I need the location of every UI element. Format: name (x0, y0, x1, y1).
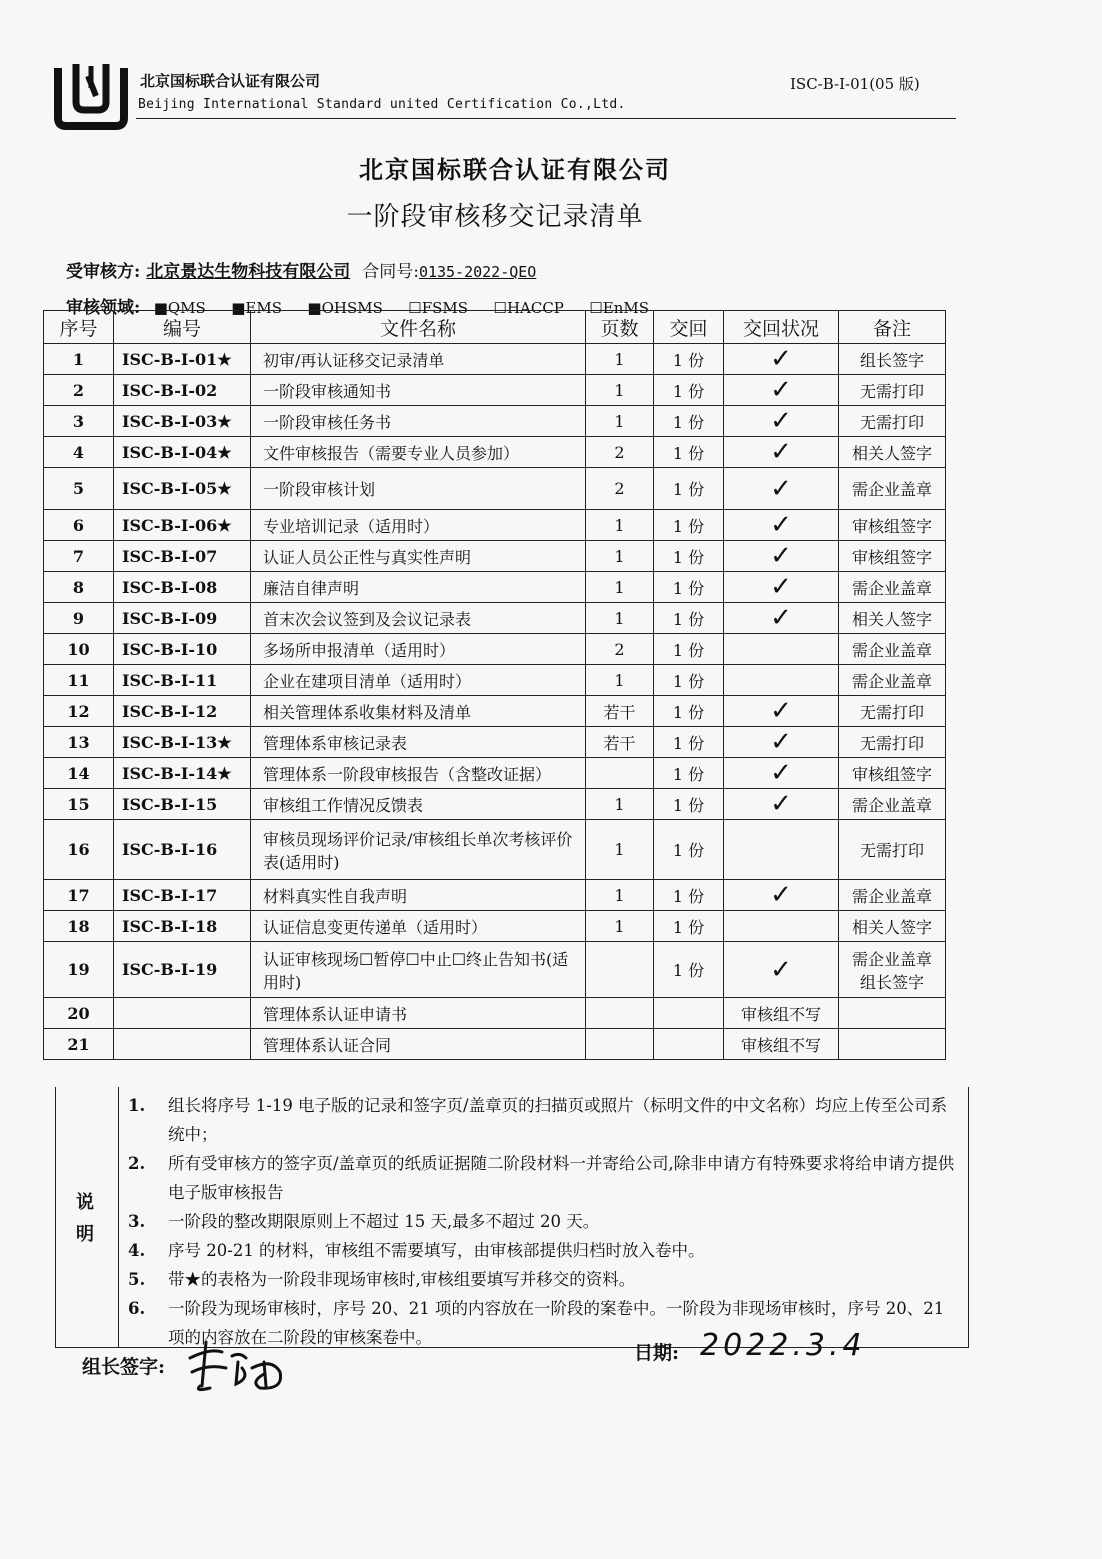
row-file-name: 审核员现场评价记录/审核组长单次考核评价表(适用时) (251, 820, 586, 880)
note-text: 一阶段的整改期限原则上不超过 15 天,最多不超过 20 天。 (168, 1212, 600, 1231)
note-text: 带★的表格为一阶段非现场审核时,审核组要填写并移交的资料。 (168, 1270, 636, 1289)
row-pages (586, 998, 654, 1029)
row-file-name: 廉洁自律声明 (251, 572, 586, 603)
row-pages (586, 758, 654, 789)
row-copies: 1 份 (654, 572, 724, 603)
row-pages: 2 (586, 468, 654, 510)
row-pages: 1 (586, 541, 654, 572)
row-status: 审核组不写 (724, 998, 839, 1029)
table-row (44, 510, 946, 541)
auditee-value: 北京景达生物科技有限公司 (146, 262, 351, 282)
date-value: 2022.3.4 (700, 1328, 866, 1363)
row-file-name: 管理体系审核记录表 (251, 727, 586, 758)
row-number: 13 (44, 727, 114, 758)
row-status (724, 634, 839, 665)
row-note: 无需打印 (839, 406, 946, 437)
row-code: ISC-B-I-15 (114, 789, 251, 820)
table-row (44, 998, 946, 1029)
document-subtitle: 一阶段审核移交记录清单 (346, 202, 644, 232)
row-file-name: 文件审核报告（需要专业人员参加） (251, 437, 586, 468)
row-note: 无需打印 (839, 727, 946, 758)
row-number: 2 (44, 375, 114, 406)
field-option: ■OHSMS (307, 299, 383, 317)
row-code: ISC-B-I-13★ (114, 727, 251, 758)
handwritten-signature (180, 1338, 300, 1398)
row-status: ✓ (724, 468, 839, 510)
row-number: 10 (44, 634, 114, 665)
row-code (114, 998, 251, 1029)
notes-box (55, 1087, 969, 1348)
row-copies: 1 份 (654, 603, 724, 634)
row-copies: 1 份 (654, 437, 724, 468)
note-item (128, 1207, 958, 1236)
table-row (44, 911, 946, 942)
row-note: 需企业盖章 (839, 880, 946, 911)
row-pages: 1 (586, 572, 654, 603)
company-name-en: Beijing International Standard united Certification Co.,Ltd. (138, 97, 626, 112)
row-pages: 1 (586, 344, 654, 375)
row-number: 20 (44, 998, 114, 1029)
table-row (44, 603, 946, 634)
table-row (44, 758, 946, 789)
row-copies: 1 份 (654, 541, 724, 572)
row-note: 审核组签字 (839, 510, 946, 541)
row-note: 需企业盖章 (839, 634, 946, 665)
row-copies: 1 份 (654, 911, 724, 942)
row-file-name: 认证人员公正性与真实性声明 (251, 541, 586, 572)
col-header-pages: 页数 (586, 311, 654, 344)
row-note: 无需打印 (839, 820, 946, 880)
col-header-status: 交回状况 (724, 311, 839, 344)
row-code: ISC-B-I-19 (114, 942, 251, 998)
row-pages: 1 (586, 665, 654, 696)
note-item (128, 1091, 958, 1149)
row-copies: 1 份 (654, 696, 724, 727)
note-number: 5. (128, 1270, 146, 1289)
row-number: 12 (44, 696, 114, 727)
row-pages (586, 942, 654, 998)
notes-list (128, 1091, 958, 1352)
field-option: ☐EnMS (589, 299, 650, 317)
row-status: ✓ (724, 696, 839, 727)
row-file-name: 专业培训记录（适用时） (251, 510, 586, 541)
table-row (44, 375, 946, 406)
row-code: ISC-B-I-10 (114, 634, 251, 665)
row-status: ✓ (724, 758, 839, 789)
row-number: 16 (44, 820, 114, 880)
table-row (44, 572, 946, 603)
header-rule (136, 118, 956, 119)
note-number: 4. (128, 1241, 146, 1260)
table-row (44, 820, 946, 880)
table-row (44, 344, 946, 375)
row-copies: 1 份 (654, 468, 724, 510)
row-pages: 2 (586, 437, 654, 468)
row-pages: 1 (586, 911, 654, 942)
date-label: 日期: (634, 1342, 680, 1364)
row-code: ISC-B-I-16 (114, 820, 251, 880)
row-file-name: 一阶段审核计划 (251, 468, 586, 510)
field-option: ☐FSMS (408, 299, 469, 317)
row-status: 审核组不写 (724, 1029, 839, 1060)
row-number: 1 (44, 344, 114, 375)
row-note: 审核组签字 (839, 758, 946, 789)
company-logo (52, 58, 130, 130)
col-header-note: 备注 (839, 311, 946, 344)
row-number: 3 (44, 406, 114, 437)
col-header-code: 编号 (114, 311, 251, 344)
leader-sign-label: 组长签字: (82, 1356, 166, 1378)
table-row (44, 1029, 946, 1060)
notes-label-cell (56, 1087, 119, 1347)
col-header-name: 文件名称 (251, 311, 586, 344)
row-file-name: 认证信息变更传递单（适用时） (251, 911, 586, 942)
row-number: 18 (44, 911, 114, 942)
row-status: ✓ (724, 789, 839, 820)
row-pages: 若干 (586, 727, 654, 758)
row-number: 21 (44, 1029, 114, 1060)
row-copies: 1 份 (654, 406, 724, 437)
row-file-name: 管理体系一阶段审核报告（含整改证据） (251, 758, 586, 789)
row-copies (654, 1029, 724, 1060)
row-code: ISC-B-I-08 (114, 572, 251, 603)
table-row (44, 634, 946, 665)
row-status: ✓ (724, 727, 839, 758)
row-number: 8 (44, 572, 114, 603)
row-code: ISC-B-I-07 (114, 541, 251, 572)
row-code: ISC-B-I-04★ (114, 437, 251, 468)
row-number: 7 (44, 541, 114, 572)
table-row (44, 541, 946, 572)
row-number: 6 (44, 510, 114, 541)
row-copies: 1 份 (654, 634, 724, 665)
row-copies: 1 份 (654, 665, 724, 696)
table-row (44, 789, 946, 820)
table-row (44, 468, 946, 510)
row-note: 无需打印 (839, 696, 946, 727)
row-copies: 1 份 (654, 375, 724, 406)
row-status: ✓ (724, 510, 839, 541)
table-row (44, 727, 946, 758)
note-item (128, 1236, 958, 1265)
row-note: 需企业盖章 (839, 468, 946, 510)
row-code: ISC-B-I-05★ (114, 468, 251, 510)
field-option: ■QMS (153, 299, 206, 317)
row-number: 9 (44, 603, 114, 634)
row-note: 相关人签字 (839, 911, 946, 942)
table-header-row (44, 311, 946, 344)
row-pages: 1 (586, 406, 654, 437)
notes-label: 说明 (76, 1192, 94, 1245)
audit-fields-label: 审核领域: (66, 298, 141, 318)
row-file-name: 管理体系认证合同 (251, 1029, 586, 1060)
row-note: 需企业盖章 组长签字 (839, 942, 946, 998)
row-copies: 1 份 (654, 820, 724, 880)
row-code: ISC-B-I-06★ (114, 510, 251, 541)
note-text: 所有受审核方的签字页/盖章页的纸质证据随二阶段材料一并寄给公司,除非申请方有特殊要求将给申请方提供电子版审核报告 (168, 1154, 955, 1202)
document-code: ISC-B-I-01(05 版) (790, 75, 920, 93)
row-copies (654, 998, 724, 1029)
row-pages: 1 (586, 820, 654, 880)
row-status: ✓ (724, 406, 839, 437)
row-status: ✓ (724, 437, 839, 468)
row-number: 17 (44, 880, 114, 911)
row-status: ✓ (724, 344, 839, 375)
note-text: 组长将序号 1-19 电子版的记录和签字页/盖章页的扫描页或照片（标明文件的中文名称）均应上传至公司系统中； (168, 1096, 948, 1144)
field-option: ■EMS (231, 299, 282, 317)
contract-label: 合同号: (362, 262, 419, 282)
row-code: ISC-B-I-12 (114, 696, 251, 727)
auditee-label: 受审核方: (66, 262, 141, 282)
row-file-name: 审核组工作情况反馈表 (251, 789, 586, 820)
table-row (44, 406, 946, 437)
row-status: ✓ (724, 572, 839, 603)
row-note: 需企业盖章 (839, 665, 946, 696)
auditee-line (66, 257, 536, 282)
note-text: 序号 20-21 的材料，审核组不需要填写，由审核部提供归档时放入卷中。 (168, 1241, 705, 1260)
row-file-name: 一阶段审核通知书 (251, 375, 586, 406)
row-number: 15 (44, 789, 114, 820)
row-copies: 1 份 (654, 510, 724, 541)
row-pages: 1 (586, 789, 654, 820)
table-row (44, 880, 946, 911)
row-code: ISC-B-I-11 (114, 665, 251, 696)
note-number: 6. (128, 1299, 146, 1318)
row-status: ✓ (724, 375, 839, 406)
row-code: ISC-B-I-18 (114, 911, 251, 942)
note-text: 一阶段为现场审核时，序号 20、21 项的内容放在一阶段的案卷中。一阶段为非现场审核时，序号 20、21 项的内容放在二阶段的审核案卷中。 (168, 1299, 945, 1347)
row-file-name: 一阶段审核任务书 (251, 406, 586, 437)
row-file-name: 初审/再认证移交记录清单 (251, 344, 586, 375)
row-code: ISC-B-I-02 (114, 375, 251, 406)
document-title: 北京国标联合认证有限公司 (359, 156, 671, 184)
row-status (724, 665, 839, 696)
note-number: 1. (128, 1096, 146, 1115)
row-number: 11 (44, 665, 114, 696)
row-note: 无需打印 (839, 375, 946, 406)
note-item (128, 1149, 958, 1207)
row-number: 14 (44, 758, 114, 789)
contract-number: 0135-2022-QEO (418, 263, 537, 281)
row-note: 组长签字 (839, 344, 946, 375)
row-copies: 1 份 (654, 942, 724, 998)
row-status: ✓ (724, 541, 839, 572)
row-code: ISC-B-I-14★ (114, 758, 251, 789)
row-pages: 若干 (586, 696, 654, 727)
row-status: ✓ (724, 942, 839, 998)
row-file-name: 多场所申报清单（适用时） (251, 634, 586, 665)
transfer-table (43, 310, 946, 1060)
row-pages: 1 (586, 603, 654, 634)
row-note: 相关人签字 (839, 603, 946, 634)
row-code: ISC-B-I-01★ (114, 344, 251, 375)
row-file-name: 认证审核现场☐暂停☐中止☐终止告知书(适用时) (251, 942, 586, 998)
row-pages: 1 (586, 375, 654, 406)
row-number: 5 (44, 468, 114, 510)
row-code: ISC-B-I-17 (114, 880, 251, 911)
col-header-copies: 交回 (654, 311, 724, 344)
row-note (839, 998, 946, 1029)
row-note: 需企业盖章 (839, 572, 946, 603)
row-copies: 1 份 (654, 758, 724, 789)
row-code: ISC-B-I-09 (114, 603, 251, 634)
row-pages: 2 (586, 634, 654, 665)
row-file-name: 材料真实性自我声明 (251, 880, 586, 911)
table-row (44, 665, 946, 696)
company-name-cn: 北京国标联合认证有限公司 (140, 72, 321, 90)
table-row (44, 696, 946, 727)
row-code (114, 1029, 251, 1060)
row-number: 19 (44, 942, 114, 998)
row-copies: 1 份 (654, 344, 724, 375)
row-code: ISC-B-I-03★ (114, 406, 251, 437)
row-file-name: 首末次会议签到及会议记录表 (251, 603, 586, 634)
note-number: 3. (128, 1212, 146, 1231)
row-copies: 1 份 (654, 789, 724, 820)
row-pages: 1 (586, 510, 654, 541)
row-number: 4 (44, 437, 114, 468)
row-note (839, 1029, 946, 1060)
row-note: 需企业盖章 (839, 789, 946, 820)
row-pages: 1 (586, 880, 654, 911)
table-row (44, 942, 946, 998)
row-copies: 1 份 (654, 880, 724, 911)
note-item (128, 1265, 958, 1294)
row-status (724, 911, 839, 942)
row-file-name: 相关管理体系收集材料及清单 (251, 696, 586, 727)
col-header-no: 序号 (44, 311, 114, 344)
field-option: ☐HACCP (493, 299, 564, 317)
row-file-name: 企业在建项目清单（适用时） (251, 665, 586, 696)
note-number: 2. (128, 1154, 146, 1173)
table-row (44, 437, 946, 468)
row-file-name: 管理体系认证申请书 (251, 998, 586, 1029)
row-pages (586, 1029, 654, 1060)
row-status: ✓ (724, 603, 839, 634)
row-status: ✓ (724, 880, 839, 911)
row-note: 相关人签字 (839, 437, 946, 468)
row-status (724, 820, 839, 880)
row-note: 审核组签字 (839, 541, 946, 572)
row-copies: 1 份 (654, 727, 724, 758)
